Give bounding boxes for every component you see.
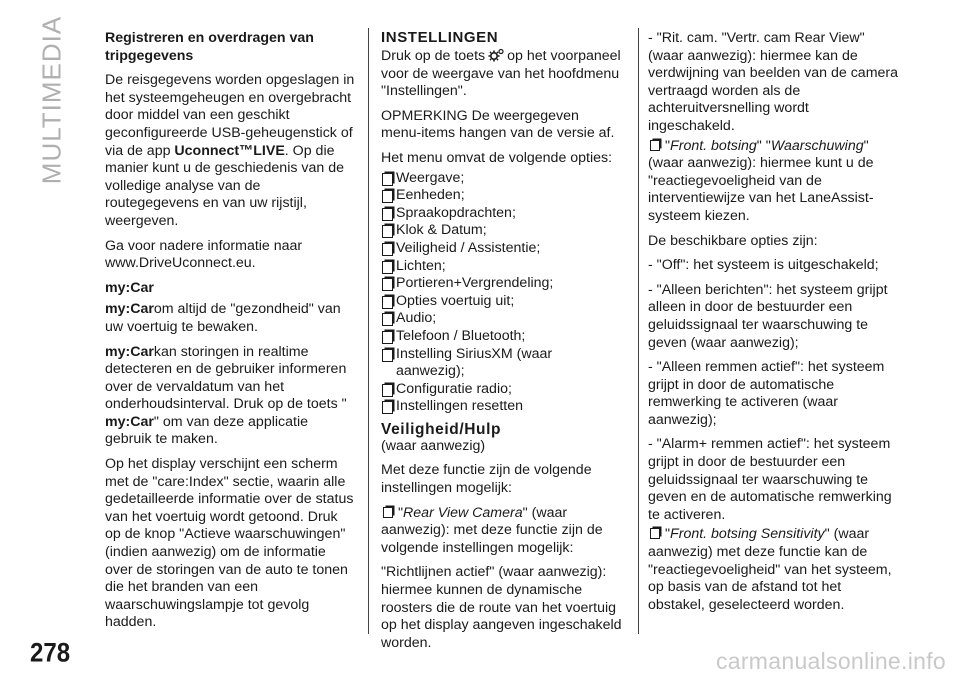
- paragraph: De beschikbare opties zijn:: [648, 232, 818, 249]
- list-item: Configuratie radio;: [381, 381, 623, 399]
- paragraph: my:Carom altijd de "gezondheid" van uw voertuig te bewaken.: [105, 301, 341, 335]
- list-item: Veiligheid / Assistentie;: [381, 240, 623, 258]
- bullet-icon: [383, 507, 393, 518]
- list-item: Instelling SiriusXM (waar aanwezig);: [381, 346, 623, 381]
- section-heading: my:Car: [105, 279, 154, 296]
- paragraph: Met deze functie zijn de volgende instellingen mogelijk:: [381, 462, 592, 497]
- paragraph: Ga voor nadere informatie naar www.DriveUconnect.eu.: [105, 237, 303, 272]
- section-side-label: MULTIMEDIA: [36, 15, 67, 185]
- list-item: Opties voertuig uit;: [381, 293, 623, 311]
- column-3: [648, 30, 898, 621]
- paragraph: "Front. botsing Sensitivity" (waar aanwezig) met deze functie kan de "reactiegevoeligheid" van het systeem, op basis van de afstand tot het obstakel, geselecteerd worden.: [648, 526, 892, 613]
- paragraph: Op het display verschijnt een scherm met de "care:Index" sectie, waarin alle gedetailleerde informatie over de status van het voertuig wordt getoond. Druk op de knop "Actieve waarschuwingen" (indien aanwezig) om de informatie over de storingen van de auto te tonen die het branden van een waarschuwingslampje tot gevolg hadden.: [105, 456, 354, 631]
- paragraph: - "Alleen remmen actief": het systeem grijpt in door de automatische remwerking te activeren (waar aanwezig);: [648, 359, 885, 428]
- list-item: Weergave;: [381, 170, 623, 188]
- list-item: Telefoon / Bluetooth;: [381, 328, 623, 346]
- list-item: Eenheden;: [381, 187, 623, 205]
- paragraph: - "Rit. cam. "Vertr. cam Rear View" (waar aanwezig): hiermee kan de verdwijning van beelden van de camera vertraagd worden als de achteruitversnelling wordt ingeschakeld.: [648, 30, 899, 134]
- paragraph: Het menu omvat de volgende opties:: [381, 149, 613, 166]
- page-number: 278: [30, 638, 71, 669]
- paragraph: - "Alarm+ remmen actief": het systeem grijpt in door de bestuurder een geluidssignaal ter waarschuwing te geven en de automatische remwerking te activeren.: [648, 436, 892, 523]
- section-heading: INSTELLINGEN: [381, 29, 499, 46]
- column-1: [105, 30, 357, 639]
- list-item: Portieren+Vergrendeling;: [381, 275, 623, 293]
- section-heading: Registreren en overdragen van tripgegevens: [105, 30, 314, 64]
- paragraph: - "Alleen berichten": het systeem grijpt alleen in door de bestuurder een geluidssignaal ter waarschuwing te geven (waar aanwezig);: [648, 281, 888, 351]
- paragraph: (waar aanwezig): [381, 437, 486, 454]
- paragraph: - "Off": het systeem is uitgeschakeld;: [648, 257, 879, 274]
- list-item: Instellingen resetten: [381, 398, 623, 416]
- paragraph: Druk op de toets op het voorpaneel voor de weergave van het hoofdmenu "Instellingen".: [381, 48, 621, 100]
- section-heading: Veiligheid/Hulp: [381, 420, 502, 438]
- paragraph: "Richtlijnen actief" (waar aanwezig): hiermee kunnen de dynamische roosters die de route van het voertuig op het display aangeven ingeschakeld worden.: [381, 564, 622, 651]
- column-divider: [638, 28, 639, 634]
- bullet-icon: [650, 140, 660, 151]
- column-2: [381, 30, 623, 659]
- paragraph: my:Carkan storingen in realtime detecteren en de gebruiker informeren over de vervaldatum van het onderhoudsinterval. Druk op de toets " my:Car" om van deze applicatie gebruik te maken.: [105, 343, 347, 448]
- paragraph: "Front. botsing" "Waarschuwing" (waar aanwezig): hiermee kunt u de "reactiegevoeligheid van de interventiewijze van het LaneAssist-systeem kiezen.: [648, 137, 874, 224]
- column-divider: [368, 28, 369, 634]
- list-item: Spraakopdrachten;: [381, 205, 623, 223]
- paragraph: De reisgegevens worden opgeslagen in het systeemgeheugen en overgebracht door middel van een geschikt geconfigureerde USB-geheugenstick of via de app Uconnect™LIVE. Op die manier kunt u de geschiedenis van de volledige analyse van de routegegevens en van uw rijstijl, weergeven.: [105, 72, 355, 229]
- list-item: Lichten;: [381, 258, 623, 276]
- paragraph: OPMERKING De weergegeven menu-items hangen van de versie af.: [381, 107, 615, 142]
- settings-gear-icon: [487, 48, 505, 62]
- bullet-icon: [650, 528, 660, 539]
- menu-options-list: [381, 170, 623, 416]
- list-item: Klok & Datum;: [381, 222, 623, 240]
- watermark: carmanualsonline.info: [715, 648, 946, 674]
- paragraph: "Rear View Camera" (waar aanwezig): met deze functie zijn de volgende instellingen mogelijk:: [381, 504, 603, 556]
- list-item: Audio;: [381, 310, 623, 328]
- app-name: Uconnect™LIVE: [174, 142, 285, 159]
